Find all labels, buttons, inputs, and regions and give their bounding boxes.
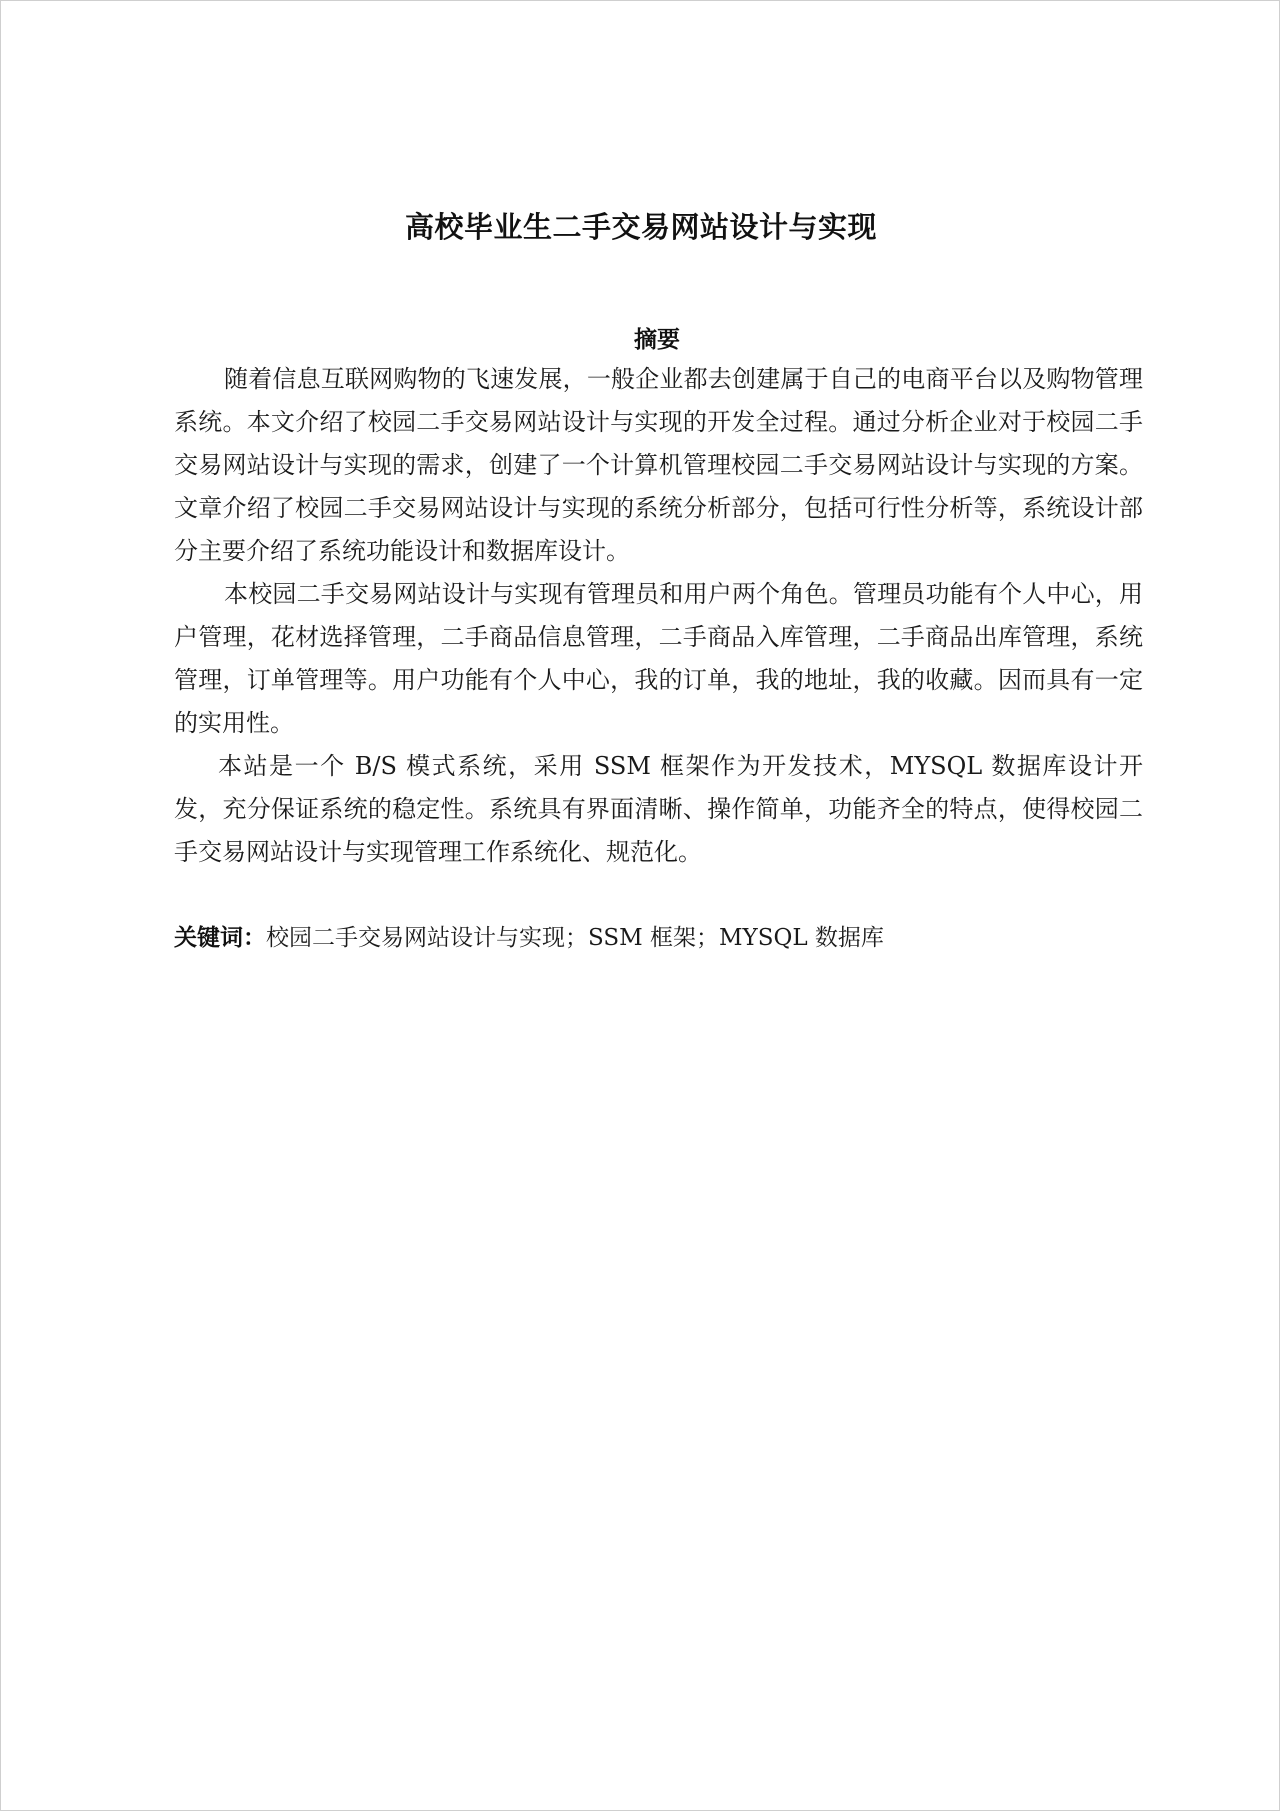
keywords-text: 校园二手交易网站设计与实现；SSM 框架；MYSQL 数据库 — [266, 925, 884, 951]
abstract-paragraph-1: 随着信息互联网购物的飞速发展，一般企业都去创建属于自己的电商平台以及购物管理系统。本文介绍了校园二手交易网站设计与实现的开发全过程。通过分析企业对于校园二手交易网站设计与实现的需求，创建了一个计算机管理校园二手交易网站设计与实现的方案。文章介绍了校园二手交易网站设计与实现的系统分析部分，包括可行性分析等，系统设计部分主要介绍了系统功能设计和数据库设计。 — [174, 365, 1143, 565]
keywords-label: 关键词： — [174, 925, 266, 951]
document-title: 高校毕业生二手交易网站设计与实现 — [404, 210, 877, 244]
abstract-paragraph-2: 本校园二手交易网站设计与实现有管理员和用户两个角色。管理员功能有个人中心，用户管理，花材选择管理，二手商品信息管理，二手商品入库管理，二手商品出库管理，系统管理，订单管理等。用户功能有个人中心，我的订单，我的地址，我的收藏。因而具有一定的实用性。 — [174, 580, 1143, 737]
abstract-heading: 摘要 — [634, 327, 680, 353]
abstract-body — [174, 358, 1143, 874]
abstract-paragraph-3: 本站是一个 B/S 模式系统，采用 SSM 框架作为开发技术，MYSQL 数据库设计开发，充分保证系统的稳定性。系统具有界面清晰、操作简单，功能齐全的特点，使得校园二手交易网站设计与实现管理工作系统化、规范化。 — [174, 752, 1143, 866]
keywords-line — [174, 921, 1143, 955]
